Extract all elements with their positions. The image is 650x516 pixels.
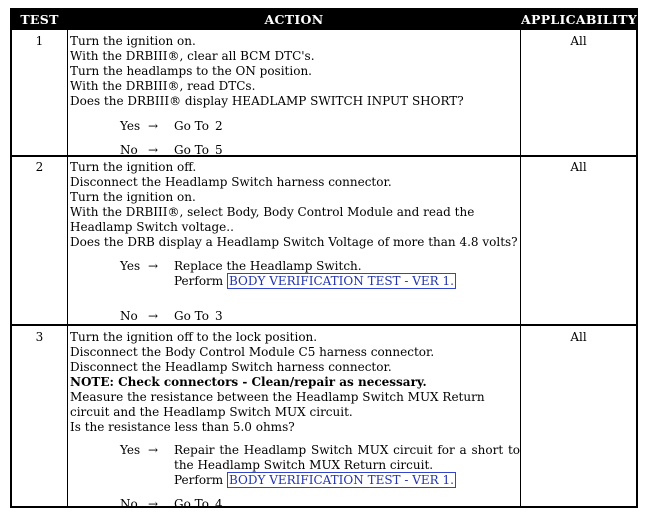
applicability-value: All <box>570 34 587 48</box>
action-step-2 <box>70 160 520 324</box>
row-divider <box>12 324 636 326</box>
goto-label: Go To <box>174 309 209 323</box>
test-number: 1 <box>35 34 44 48</box>
action-step-1 <box>70 34 520 158</box>
action-question: Does the DRBIII® display HEADLAMP SWITCH INPUT SHORT? <box>70 94 464 108</box>
goto-label: Go To <box>174 497 209 511</box>
yes-label: Yes <box>120 119 141 133</box>
no-branch <box>70 143 520 158</box>
applicability-value: All <box>570 330 587 344</box>
perform-line <box>174 473 520 488</box>
perform-line <box>174 274 456 289</box>
action-line: Turn the ignition off. <box>70 160 197 174</box>
no-label: No <box>120 497 138 511</box>
arrow-icon: → <box>148 259 159 273</box>
test-number: 3 <box>35 330 44 344</box>
arrow-icon: → <box>148 443 159 457</box>
action-line: Turn the ignition on. <box>70 34 196 48</box>
yes-branch <box>70 119 520 134</box>
action-line: Disconnect the Headlamp Switch harness connector. <box>70 360 392 374</box>
goto-label: Go To <box>174 119 209 133</box>
yes-branch <box>70 443 520 488</box>
header-applicability: APPLICABILITY <box>521 10 636 30</box>
yes-label: Yes <box>120 259 141 273</box>
goto-step: 4 <box>215 497 223 511</box>
action-line: Turn the ignition on. <box>70 190 196 204</box>
action-line: Disconnect the Body Control Module C5 harness connector. <box>70 345 435 359</box>
applicability-value: All <box>570 160 587 174</box>
arrow-icon: → <box>148 497 159 511</box>
no-branch <box>70 309 520 324</box>
action-line: Turn the ignition off to the lock position. <box>70 330 318 344</box>
header-action: ACTION <box>68 10 520 30</box>
column-divider <box>67 10 68 506</box>
yes-branch <box>70 259 520 289</box>
column-divider <box>520 10 521 506</box>
perform-label: Perform <box>174 473 224 487</box>
action-step-3 <box>70 330 520 512</box>
goto-step: 2 <box>215 119 223 133</box>
action-line: With the DRBIII®, select Body, Body Control Module and read the Headlamp Switch voltage.. <box>70 205 475 234</box>
yes-instruction: Repair the Headlamp Switch MUX circuit for a short to the Headlamp Switch MUX Return circuit. <box>174 443 520 472</box>
action-question: Is the resistance less than 5.0 ohms? <box>70 420 295 434</box>
arrow-icon: → <box>148 119 159 133</box>
action-line: Turn the headlamps to the ON position. <box>70 64 312 78</box>
verification-test-link[interactable]: BODY VERIFICATION TEST - VER 1. <box>228 473 454 487</box>
arrow-icon: → <box>148 309 159 323</box>
action-line: Disconnect the Headlamp Switch harness connector. <box>70 175 392 189</box>
yes-label: Yes <box>120 443 141 457</box>
no-branch <box>70 497 520 512</box>
no-label: No <box>120 143 138 157</box>
no-label: No <box>120 309 138 323</box>
action-line: Measure the resistance between the Headlamp Switch MUX Return circuit and the Headlamp Switch MUX circuit. <box>70 390 485 419</box>
perform-label: Perform <box>174 274 224 288</box>
yes-instruction: Replace the Headlamp Switch. <box>174 259 362 273</box>
diagnostic-table <box>10 8 638 511</box>
goto-label: Go To <box>174 143 209 157</box>
note-text: NOTE: Check connectors - Clean/repair as necessary. <box>70 375 427 389</box>
action-question: Does the DRB display a Headlamp Switch Voltage of more than 4.8 volts? <box>70 235 518 249</box>
goto-step: 5 <box>215 143 223 157</box>
action-line: With the DRBIII®, read DTCs. <box>70 79 256 93</box>
action-line: With the DRBIII®, clear all BCM DTC's. <box>70 49 315 63</box>
verification-test-link[interactable]: BODY VERIFICATION TEST - VER 1. <box>228 274 454 288</box>
arrow-icon: → <box>148 143 159 157</box>
header-test: TEST <box>12 10 67 30</box>
goto-step: 3 <box>215 309 223 323</box>
test-number: 2 <box>35 160 44 174</box>
